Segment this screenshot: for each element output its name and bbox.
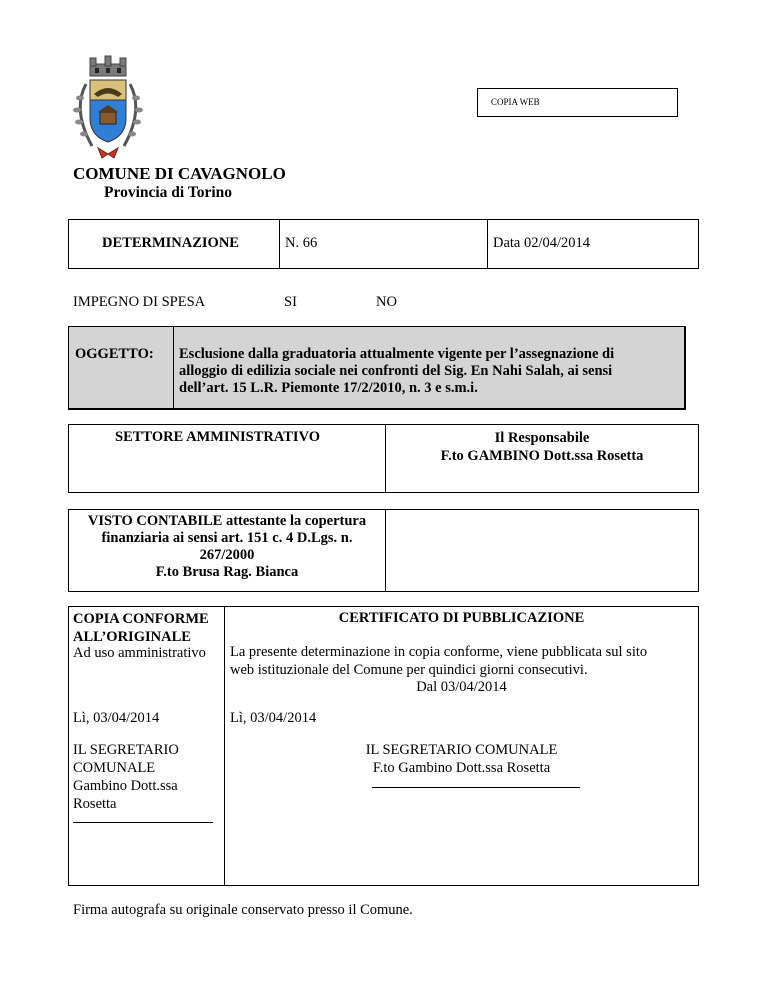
footer-note: Firma autografa su originale conservato presso il Comune. [73, 902, 413, 918]
settore-label: SETTORE AMMINISTRATIVO [115, 429, 321, 445]
provincia-subtitle: Provincia di Torino [104, 184, 233, 201]
visto-box [68, 509, 699, 592]
responsabile-label: Il Responsabile [494, 430, 590, 446]
copia-conforme-label: COPIA CONFORME ALL’ORIGINALE [73, 611, 209, 645]
copia-web-label: COPIA WEB [491, 97, 540, 107]
coat-of-arms-logo [62, 50, 154, 168]
li-date-left: Lì, 03/04/2014 [73, 710, 160, 726]
oggetto-box [68, 326, 686, 410]
impegno-no: NO [376, 294, 397, 310]
settore-box [68, 424, 699, 493]
segretario-right: IL SEGRETARIO COMUNALE F.to Gambino Dott.ssa Rosetta [365, 742, 558, 776]
responsabile-block [386, 429, 698, 465]
certificato-dal: Dal 03/04/2014 [416, 679, 507, 695]
oggetto-label: OGGETTO: [75, 346, 154, 362]
oggetto-text: Esclusione dalla graduatoria attualmente vigente per l’assegnazione di alloggio di edilizia sociale nei confronti del Sig. En Nahi Salah, ai sensi dell’art. 15 L.R. Piemonte 17/2/2010, n. 3 e s.m.i. [179, 346, 615, 396]
visto-contabile-text: VISTO CONTABILE attestante la copertura finanziaria ai sensi art. 151 c. 4 D.Lgs. n. 267/2000 F.to Brusa Rag. Bianca [87, 513, 367, 580]
signature-line-right [372, 787, 580, 788]
copia-web-badge [477, 88, 678, 117]
determinazione-table [68, 219, 699, 269]
certificato-title: CERTIFICATO DI PUBBLICAZIONE [338, 610, 585, 626]
impegno-si: SI [284, 294, 297, 310]
li-date-right: Lì, 03/04/2014 [230, 710, 317, 726]
segretario-left: IL SEGRETARIO COMUNALE Gambino Dott.ssa Rosetta [73, 742, 179, 812]
certificato-box [68, 606, 699, 886]
signature-line-left [73, 822, 213, 823]
comune-title: COMUNE DI CAVAGNOLO [73, 164, 286, 183]
certificato-text: La presente determinazione in copia conforme, viene pubblicata sul sito web istituzionale del Comune per quindici giorni consecutivi. [230, 644, 648, 678]
determinazione-data: Data 02/04/2014 [493, 235, 591, 251]
uso-amministrativo: Ad uso amministrativo [73, 645, 206, 661]
determinazione-label: DETERMINAZIONE [102, 235, 239, 251]
impegno-label: IMPEGNO DI SPESA [73, 294, 206, 310]
responsabile-name: F.to GAMBINO Dott.ssa Rosetta [440, 448, 644, 464]
determinazione-numero: N. 66 [285, 235, 318, 251]
